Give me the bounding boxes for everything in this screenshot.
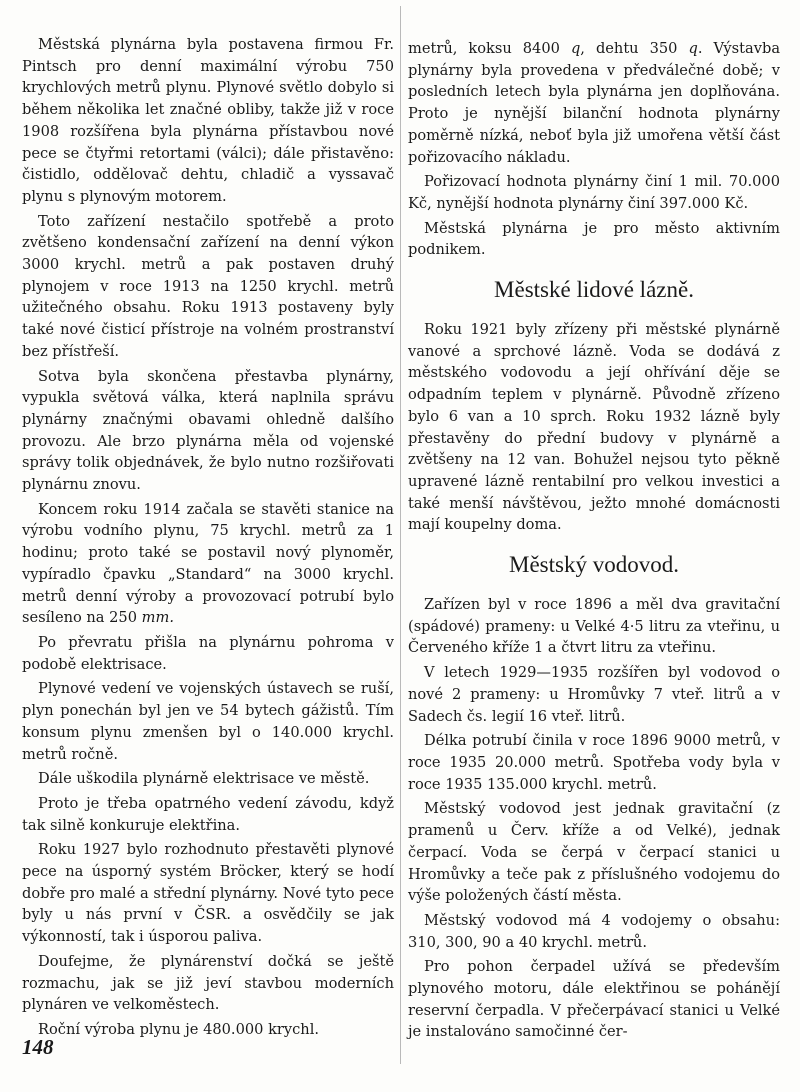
paragraph-text: . Výstavba plynárny byla provedena v předválečné době; v posledních letech byla plynárna jen doplňována. Proto je nynější bilanční hodnota plynárny poměrně nízká, neboť byla již umořena větší část pořizovacího nákladu. <box>408 40 781 166</box>
paragraph: Městský vodovod jest jednak gravitační (z pramenů u Červ. kříže a od Velké), jednak čerpací. Voda se čerpá v čerpací stanici u Hromůvky a teče pak z příslušného vodojemu do výše položených částí města. <box>408 800 780 905</box>
paragraph: Po převratu přišla na plynárnu pohroma v podobě elektrisace. <box>22 633 394 673</box>
paragraph: Městská plynárna je pro město aktivním podnikem. <box>408 219 780 259</box>
paragraph-text: metrů, koksu 8400 <box>408 40 560 57</box>
paragraph: Dále uškodila plynárně elektrisace ve městě. <box>38 770 370 788</box>
unit-text: q <box>688 40 698 57</box>
unit-text: q <box>570 40 581 57</box>
paragraph: Proto je třeba opatrného vedení závodu, když tak silně konkuruje elektřina. <box>22 794 394 834</box>
paragraph: Pořizovací hodnota plynárny činí 1 mil. 70.000 Kč, nynější hodnota plynárny činí 397.000 Kč. <box>408 173 780 212</box>
paragraph: Zařízen byl v roce 1896 a měl dva gravitační (spádové) prameny: u Velké 4·5 litru za vteřinu, u Červeného kříže 1 a čtvrt litru za vteřinu. <box>408 596 780 657</box>
paragraph: Městská plynárna byla postavena firmou Fr. Pintsch pro denní maximální výrobu 750 krychlových metrů plynu. Plynové světlo dobylo si během několika let značné obliby, takže již v roce 1908 rozšířena byla plynárna přístavbou nové pece se čtyřmi retortami (válci); dále přistavěno: čistidlo, oddělovač dehtu, chladič a vyssavač plynu s plynovým motorem. <box>22 36 394 205</box>
unit-text: mm. <box>141 609 174 627</box>
section-heading: Městský vodovod. <box>509 552 679 578</box>
paragraph: Roku 1927 bylo rozhodnuto přestavěti plynové pece na úsporný systém Bröcker, který se hodí dobře pro malé a střední plynárny. Nové tyto pece byly u nás první v ČSR. a osvědčily se jak výkonností, tak i úsporou paliva. <box>22 841 394 946</box>
paragraph: Městský vodovod má 4 vodojemy o obsahu: 310, 300, 90 a 40 krychl. metrů. <box>408 911 780 951</box>
paragraph-text: Koncem roku 1914 začala se stavěti stanice na výrobu vodního plynu, 75 krychl. metrů za 1 hodinu; proto také se postavil nový plynoměr, vypíradlo čpavku „Standard“ na 3000 krychl. metrů denní výroby a provozovací potrubí bylo sesíleno na 250 <box>22 500 394 627</box>
column-divider <box>400 6 401 1064</box>
paragraph-text: , dehtu 350 <box>580 40 678 57</box>
paragraph: Roku 1921 byly zřízeny při městské plynárně vanové a sprchové lázně. Voda se dodává z městského vodovodu a její ohřívání děje se odpadním teplem v plynárně. Původně zřízeno bylo 6 van a 10 sprch. Roku 1932 lázně byly přestavěny do přední budovy v plynárně a zvětšeny na 12 van. Bohužel nejsou tyto pěkně upravené lázně rentabilní pro velkou investici a také menší návštěvou, ježto mnohé domácnosti mají koupelny doma. <box>408 321 780 534</box>
paragraph: Doufejme, že plynárenství dočká se ještě rozmachu, jak se již jeví stavbou moderních plynáren ve velkoměstech. <box>22 952 394 1014</box>
left-column <box>22 34 394 1044</box>
right-column <box>408 38 780 1046</box>
paragraph <box>408 38 780 168</box>
paragraph: Délka potrubí činila v roce 1896 9000 metrů, v roce 1935 20.000 metrů. Spotřeba vody byla v roce 1935 135.000 krychl. metrů. <box>408 732 780 793</box>
paragraph: Roční výroba plynu je 480.000 krychl. <box>38 1020 320 1038</box>
paragraph: V letech 1929—1935 rozšířen byl vodovod o nové 2 prameny: u Hromůvky 7 vteř. litrů a v Sadech čs. legií 16 vteř. litrů. <box>408 664 780 725</box>
paragraph <box>22 499 394 629</box>
paragraph: Plynové vedení ve vojenských ústavech se ruší, plyn ponechán byl jen ve 54 bytech gážistů. Tím konsum plynu zmenšen byl o 140.000 krychl. metrů ročně. <box>22 680 394 763</box>
paragraph: Pro pohon čerpadel užívá se především plynového motoru, dále elektřinou se pohánějí reservní čerpadla. V přečerpávací stanici u Velké je instalováno samočinné čer- <box>408 958 780 1041</box>
paragraph: Toto zařízení nestačilo spotřebě a proto zvětšeno kondensační zařízení na denní výkon 3000 krychl. metrů a pak postaven druhý plynojem v roce 1913 na 1250 krychl. metrů užitečného obsahu. Roku 1913 postaveny byly také nové čisticí přístroje na volném prostranství bez přístřeší. <box>22 212 394 360</box>
paragraph: Sotva byla skončena přestavba plynárny, vypukla světová válka, která naplnila správu plynárny značnými obavami ohledně dalšího provozu. Ale brzo plynárna měla od vojenské správy tolik objednávek, že bylo nutno rozšiřovati plynárnu znovu. <box>22 367 394 494</box>
section-heading: Městské lidové lázně. <box>494 277 694 303</box>
page-number: 148 <box>22 1035 54 1059</box>
